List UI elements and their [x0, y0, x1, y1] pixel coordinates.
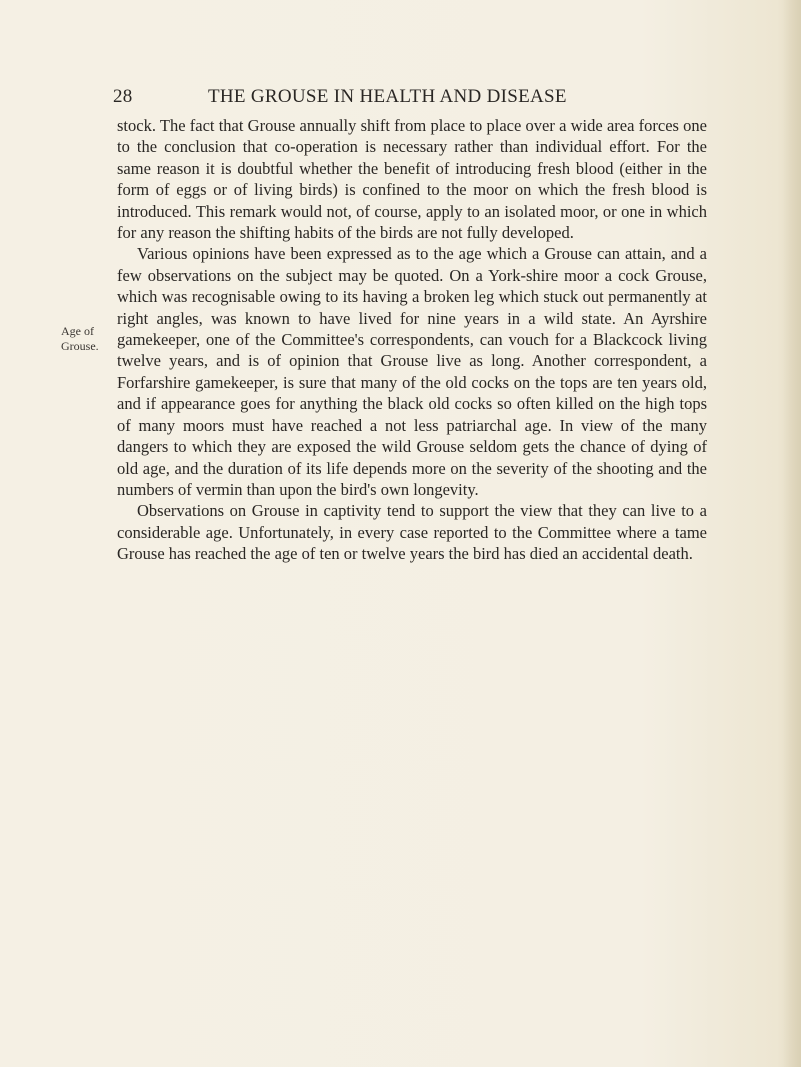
- paragraph: Various opinions have been expressed as to the age which a Grouse can attain, and a few observations on the subject may be quoted. On a York-shire moor a cock Grouse, which was recognisable owing to its having a broken leg which stuck out permanently at right angles, was known to have lived for nine years in a wild state. An Ayrshire gamekeeper, one of the Committee's correspondents, can vouch for a Blackcock living twelve years, and is of opinion that Grouse live as long. Another correspondent, a Forfarshire gamekeeper, is sure that many of the old cocks on the tops are ten years old, and if appearance goes for anything the black old cocks so often killed on the high tops of many moors must have reached a not less patriarchal age. In view of the many dangers to which they are exposed the wild Grouse seldom gets the chance of dying of old age, and the duration of its life depends more on the severity of the shooting and the numbers of vermin than upon the bird's own longevity.: [117, 244, 707, 499]
- margin-note-line: Grouse.: [61, 339, 99, 353]
- paragraph: stock. The fact that Grouse annually shift from place to place over a wide area forces one to the conclusion that co-operation is necessary rather than individual effort. For the same reason it is doubtful whether the benefit of introducing fresh blood (either in the form of eggs or of living birds) is confined to the moor on which the fresh blood is introduced. This remark would not, of course, apply to an isolated moor, or one in which for any reason the shifting habits of the birds are not fully developed.: [117, 116, 707, 243]
- page-edge-shadow: [783, 0, 801, 1067]
- body-text: [117, 115, 707, 565]
- running-head: [113, 86, 623, 108]
- running-title: THE GROUSE IN HEALTH AND DISEASE: [208, 86, 567, 107]
- page-number: 28: [113, 86, 133, 107]
- margin-note-line: Age of: [61, 324, 94, 338]
- margin-note: [61, 324, 113, 354]
- paragraph: Observations on Grouse in captivity tend to support the view that they can live to a considerable age. Unfortunately, in every case reported to the Committee where a tame Grouse has reached the age of ten or twelve years the bird has died an accidental death.: [117, 501, 707, 564]
